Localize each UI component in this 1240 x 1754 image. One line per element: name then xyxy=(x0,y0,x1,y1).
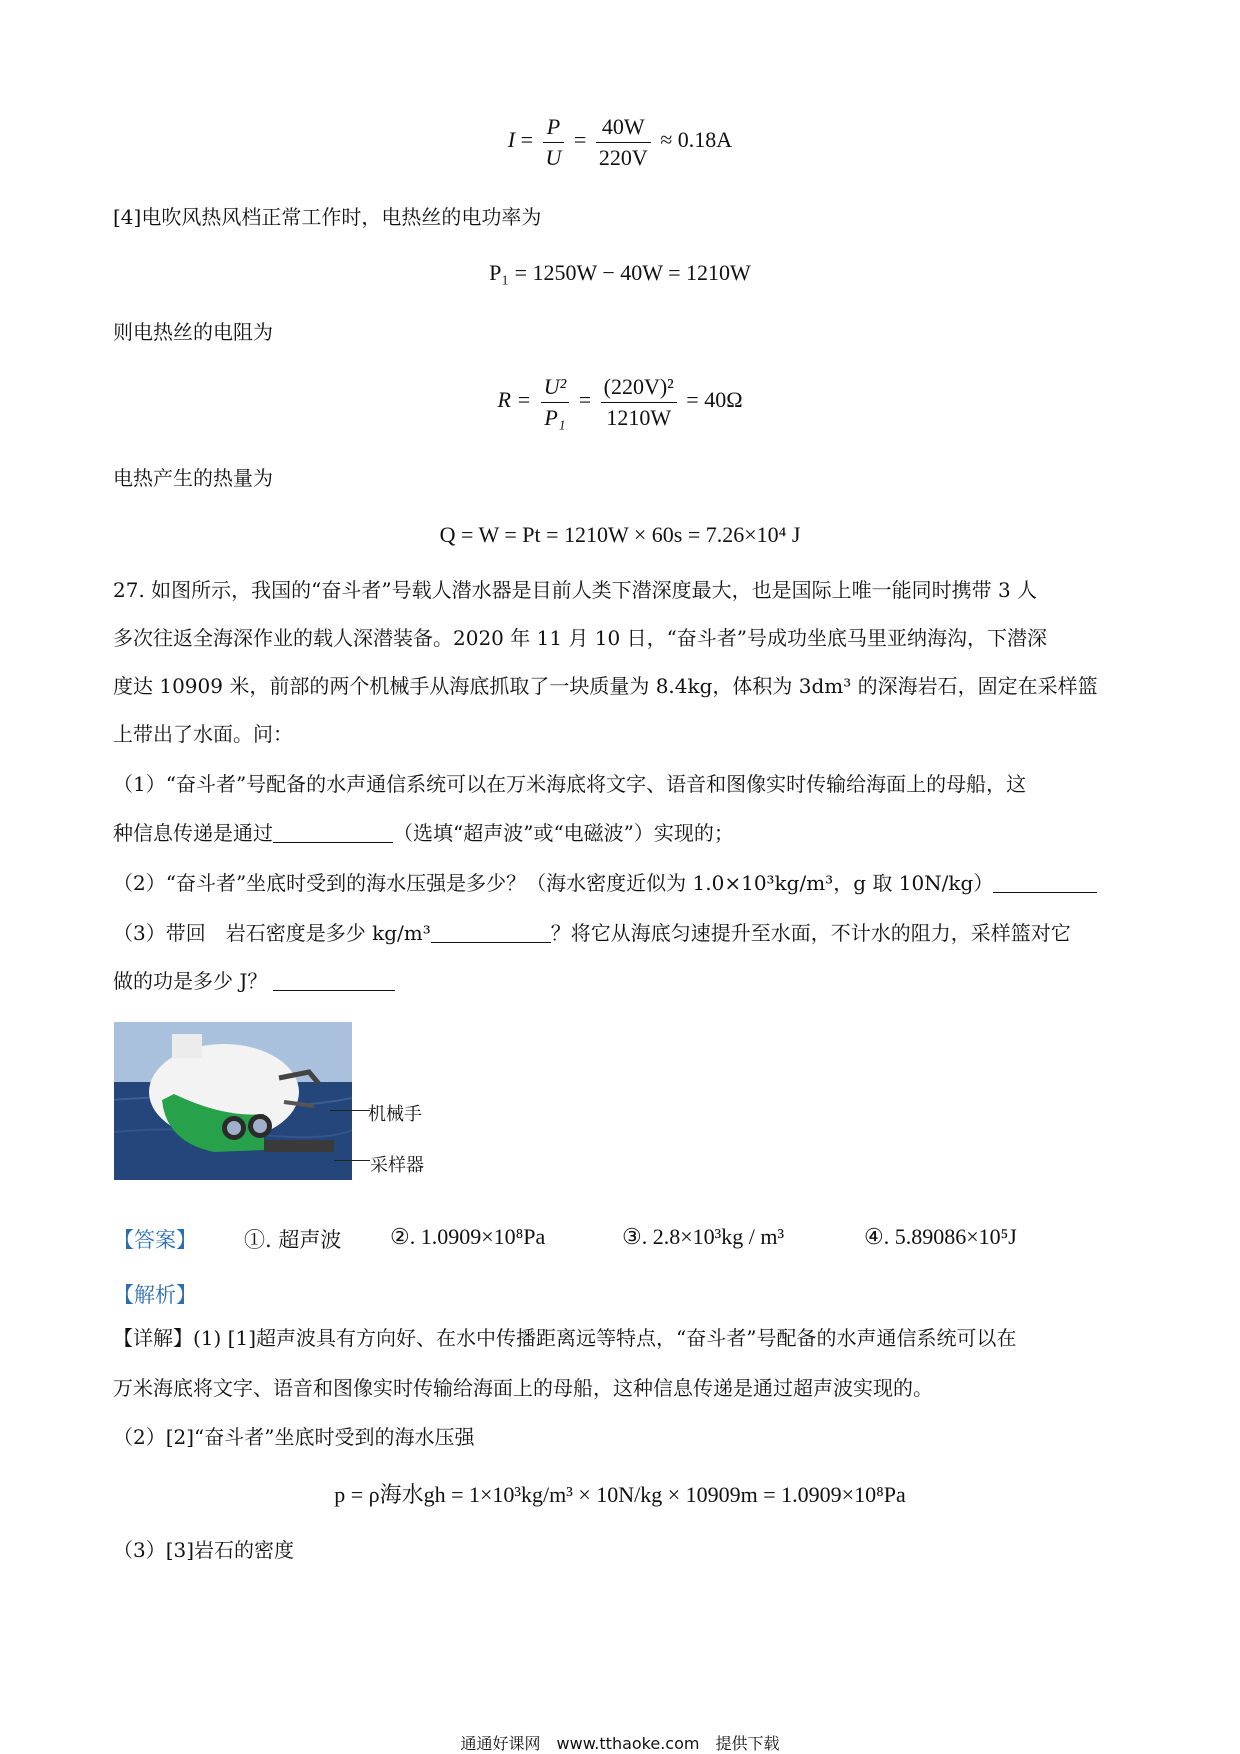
q27-sub3-row xyxy=(113,922,1133,943)
formula-heat: Q = W = Pt = 1210W × 60s = 7.26×10⁴ J xyxy=(439,522,801,547)
fraction-values xyxy=(601,372,677,432)
formula-result: = 40Ω xyxy=(686,387,743,413)
q27-sub3-c-row xyxy=(113,970,1133,991)
q27-sub2: （2）“奋斗者”坐底时受到的海水压强是多少？（海水密度近似为 1.0×10³kg/m³，g 取 10N/kg） xyxy=(113,871,994,895)
frac-den: U xyxy=(545,144,562,170)
answer-4: ④. 5.89086×10⁵J xyxy=(864,1224,1017,1249)
answer-blank-3[interactable] xyxy=(431,922,551,943)
q27-sub1-a: （1）“奋斗者”号配备的水声通信系统可以在万米海底将文字、语音和图像实时传输给海面上的母船，这 xyxy=(113,772,1027,796)
q27-line2: 多次往返全海深作业的载人深潜装备。2020 年 11 月 10 日，“奋斗者”号成功坐底马里亚纳海沟，下潜深 xyxy=(113,626,1048,650)
formula-resistance xyxy=(0,372,1240,432)
formula-eq: = xyxy=(578,387,592,413)
answer-3: ③. 2.8×10³kg / m³ xyxy=(622,1224,785,1249)
answer-tag: 【答案】 xyxy=(113,1228,197,1252)
q27-sub1-c: （选填“超声波”或“电磁波”）实现的； xyxy=(393,821,734,845)
formula-eq: = xyxy=(520,127,534,153)
formula-var-i: I xyxy=(507,127,516,153)
fraction-u2-over-p xyxy=(541,372,569,432)
q27-line4: 上带出了水面。问： xyxy=(113,722,293,746)
footer-watermark: 通通好课网 www.tthaoke.com 提供下载 xyxy=(460,1734,780,1753)
formula-lhs: R = xyxy=(497,387,532,413)
q27-sub1-b-row xyxy=(113,822,1133,843)
frac-den: 220V xyxy=(598,144,648,170)
answer-blank-2[interactable] xyxy=(993,872,1097,893)
formula-current xyxy=(0,112,1240,172)
frac-den: P₁ xyxy=(544,404,566,430)
heat-text: 电热产生的热量为 xyxy=(113,466,273,490)
answer-blank-1[interactable] xyxy=(273,822,393,843)
fraction-values xyxy=(596,112,651,172)
step4-text: [4]电吹风热风档正常工作时，电热丝的电功率为 xyxy=(113,205,542,229)
sampler-leader-line xyxy=(334,1160,370,1161)
resistance-text: 则电热丝的电阻为 xyxy=(113,320,273,344)
submersible-illustration xyxy=(114,1022,352,1180)
formula-pressure: p = ρ海水gh = 1×10³kg/m³ × 10N/kg × 10909m = 1.0909×10⁸Pa xyxy=(334,1482,906,1507)
frac-num: U² xyxy=(543,374,567,399)
label-arm: 机械手 xyxy=(368,1104,422,1125)
analysis-tag: 【解析】 xyxy=(113,1283,197,1307)
formula-result: ≈ 0.18A xyxy=(660,127,733,153)
answer-blank-4[interactable] xyxy=(273,970,395,991)
submersible-photo xyxy=(114,1022,352,1180)
q27-sub3-a: （3）带回 岩石密度是多少 kg/m³ xyxy=(113,921,431,945)
frac-num: (220V)² xyxy=(601,372,677,403)
label-sampler: 采样器 xyxy=(370,1155,424,1176)
answer-2: ②. 1.0909×10⁸Pa xyxy=(390,1224,546,1249)
q27-line1: 27. 如图所示，我国的“奋斗者”号载人潜水器是目前人类下潜深度最大，也是国际上唯一能同时携带 3 人 xyxy=(113,578,1038,602)
detail-line4: （3）[3]岩石的密度 xyxy=(113,1538,295,1562)
detail-line3: （2）[2]“奋斗者”坐底时受到的海水压强 xyxy=(113,1425,475,1449)
answer-1: ①. 超声波 xyxy=(244,1228,342,1252)
q27-sub2-row xyxy=(113,872,1133,893)
q27-line3: 度达 10909 米，前部的两个机械手从海底抓取了一块质量为 8.4kg，体积为 3dm³ 的深海岩石，固定在采样篮 xyxy=(113,674,1098,698)
detail-line1: 【详解】(1) [1]超声波具有方向好、在水中传播距离远等特点，“奋斗者”号配备的水声通信系统可以在 xyxy=(113,1326,1017,1350)
frac-den: 1210W xyxy=(606,404,672,430)
fraction-p-over-u xyxy=(543,112,565,172)
detail-line2: 万米海底将文字、语音和图像实时传输给海面上的母船，这种信息传递是通过超声波实现的。 xyxy=(113,1376,933,1400)
q27-sub1-b: 种信息传递是通过 xyxy=(113,821,273,845)
formula-eq: = xyxy=(573,127,587,153)
frac-num: P xyxy=(546,114,561,139)
frac-num: 40W xyxy=(596,112,651,143)
arm-leader-line xyxy=(330,1110,370,1111)
q27-sub3-c: 做的功是多少 J？ xyxy=(113,969,268,993)
formula-power: P₁ = 1250W − 40W = 1210W xyxy=(489,260,751,285)
q27-sub3-b: ？将它从海底匀速提升至水面，不计水的阻力，采样篮对它 xyxy=(550,921,1071,945)
